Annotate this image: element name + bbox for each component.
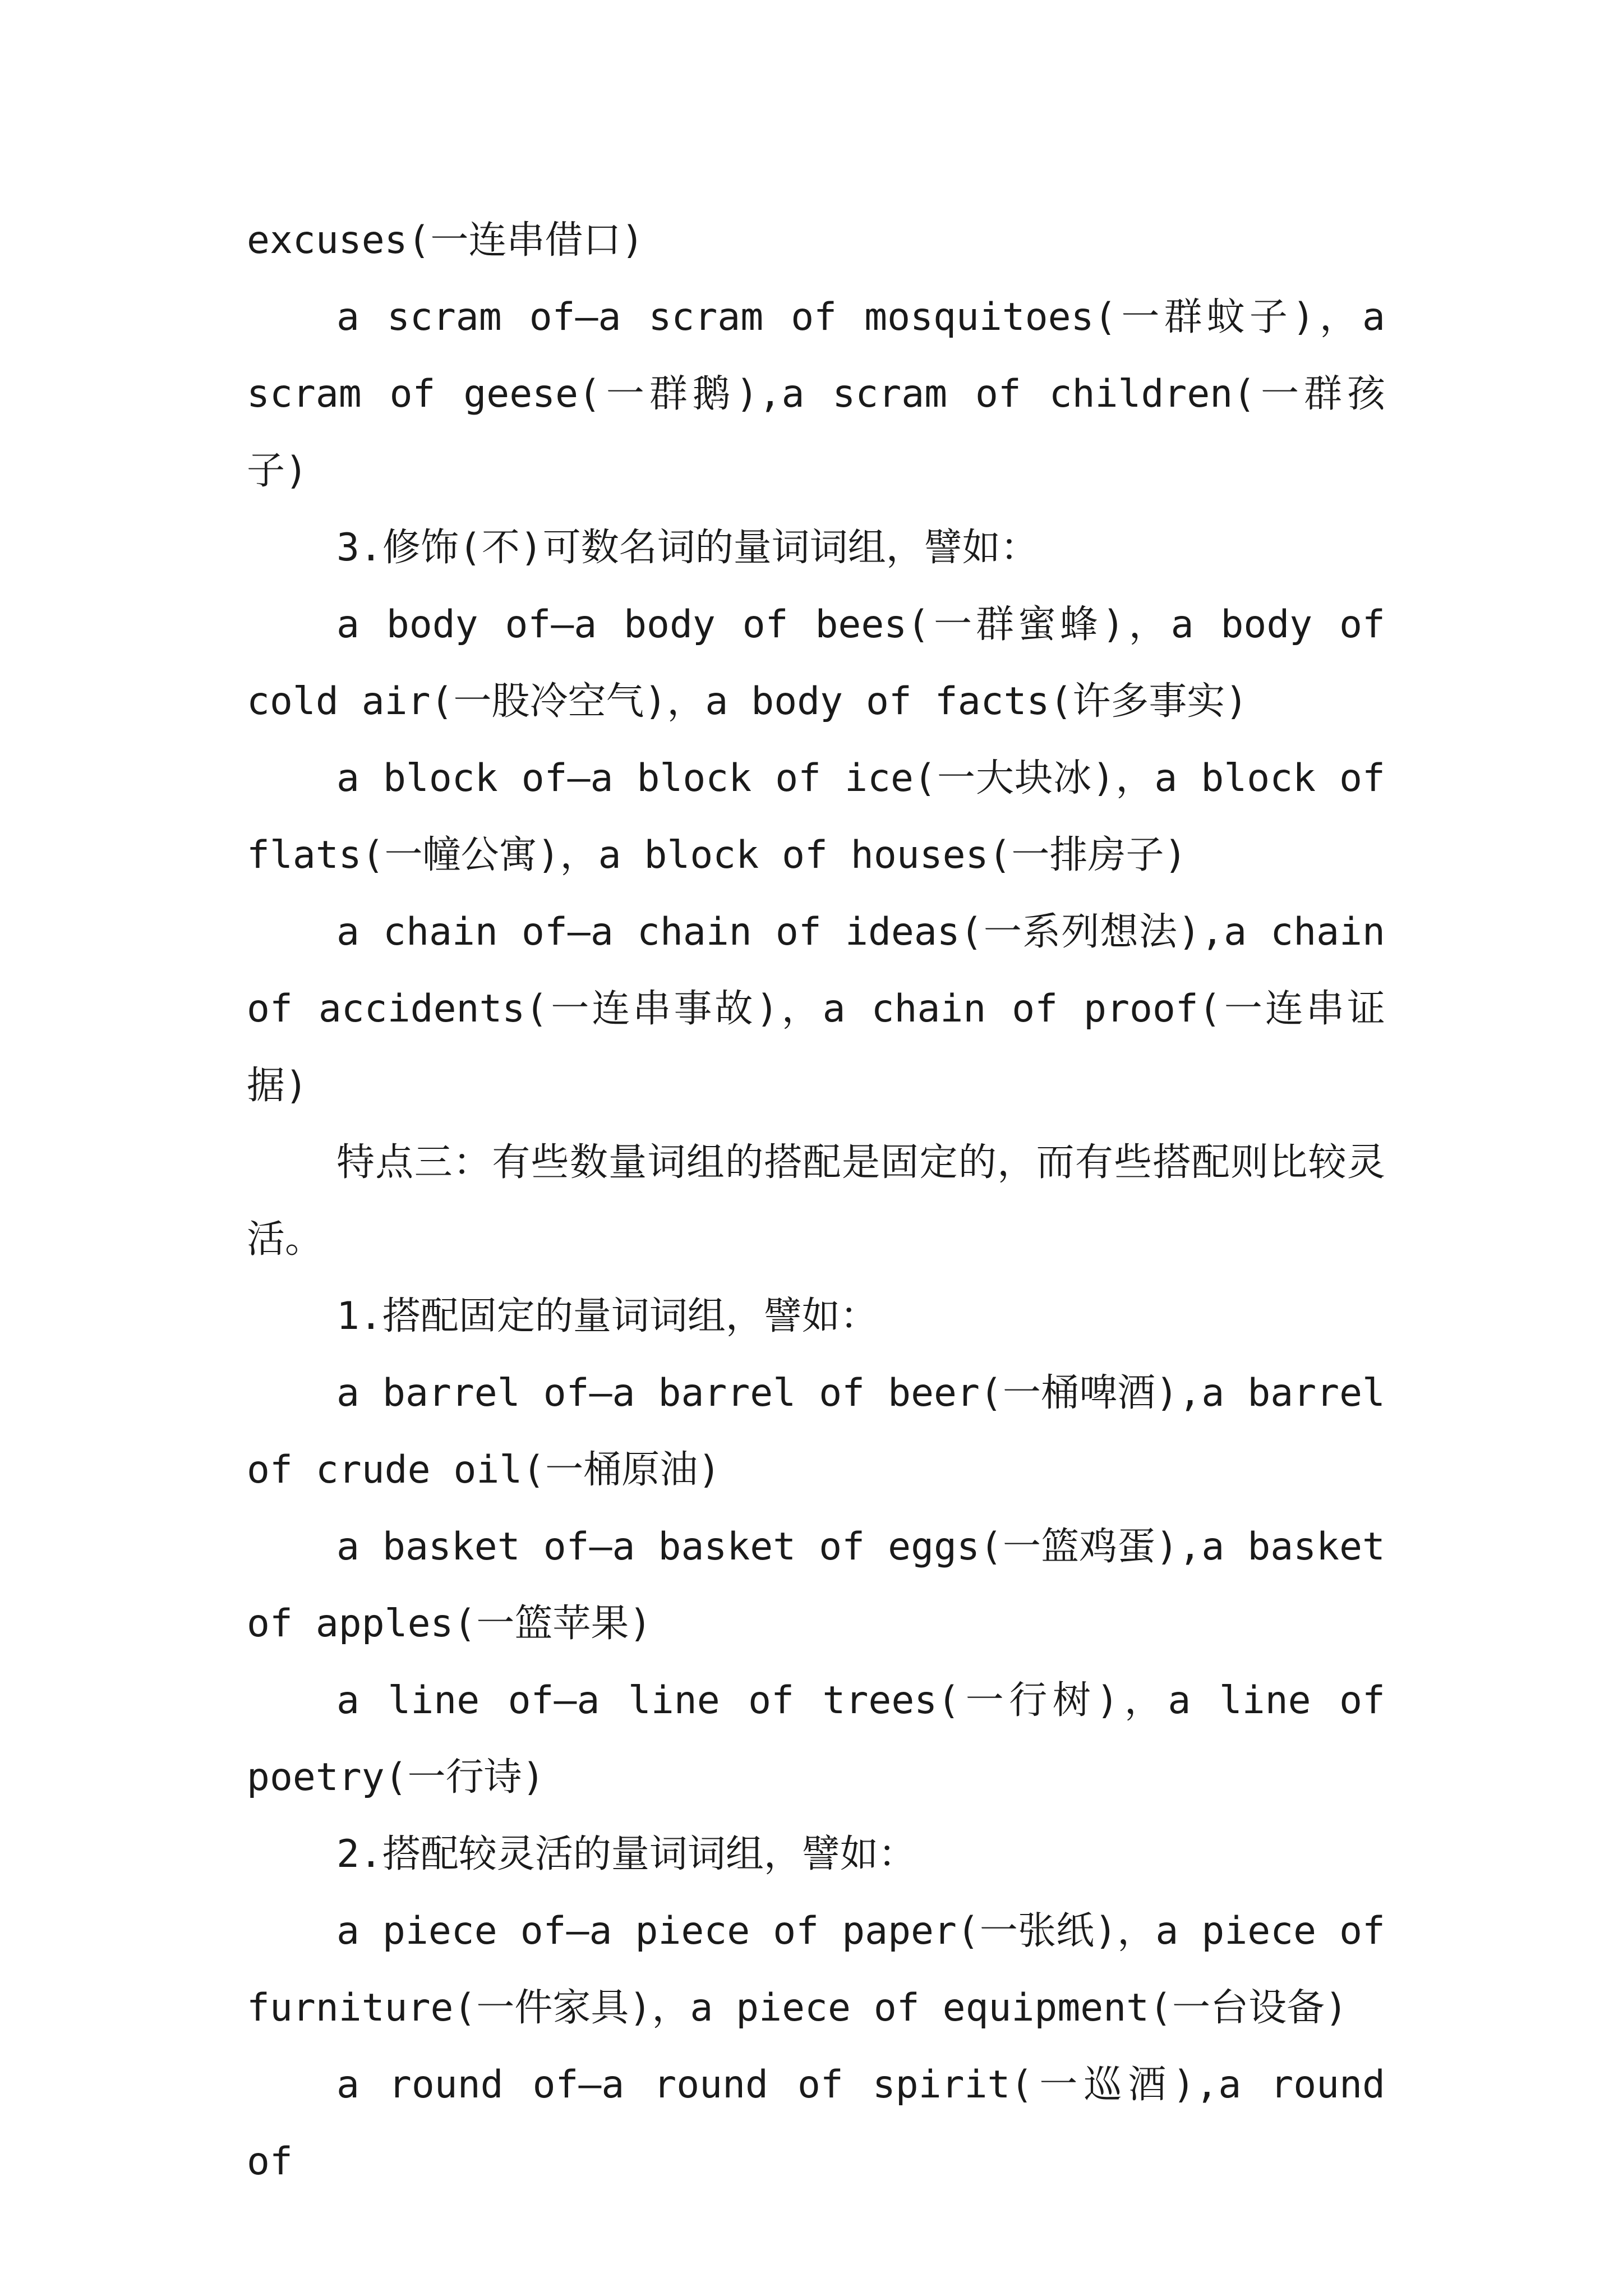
section-heading: 3.修饰(不)可数名词的量词词组，譬如： [336,526,1039,570]
paragraph: a scram of—a scram of mosquitoes(一群蚊子)，a scram of geese(一群鹅),a scram of children(一群孩子) [247,295,1385,493]
paragraph: a body of—a body of bees(一群蜜蜂)，a body of cold air(一股冷空气)，a body of facts(许多事实) [247,602,1385,724]
paragraph: a chain of—a chain of ideas(一系列想法),a chain of accidents(一连串事故)，a chain of proof(一连串证据) [247,910,1385,1108]
paragraph: a barrel of—a barrel of beer(一桶啤酒),a barrel of crude oil(一桶原油) [247,1371,1385,1492]
section-heading: 2.搭配较灵活的量词词组，譬如： [336,1832,916,1876]
paragraph: excuses(一连串借口) [247,218,644,263]
paragraph: a piece of—a piece of paper(一张纸)，a piece of furniture(一件家具)，a piece of equipment(一台设备) [247,1909,1385,2030]
paragraph: a line of—a line of trees(一行树)，a line of poetry(一行诗) [247,1678,1385,1800]
section-heading: 1.搭配固定的量词词组，譬如： [336,1294,878,1338]
paragraph: a round of—a round of spirit(一巡酒),a round of [247,2063,1385,2184]
section-heading: 特点三：有些数量词组的搭配是固定的，而有些搭配则比较灵活。 [247,1140,1385,1262]
paragraph: a basket of—a basket of eggs(一篮鸡蛋),a basket of apples(一篮苹果) [247,1525,1385,1646]
paragraph: a block of—a block of ice(一大块冰)，a block of flats(一幢公寓)，a block of houses(一排房子) [247,756,1385,877]
document-body [247,202,1385,2200]
